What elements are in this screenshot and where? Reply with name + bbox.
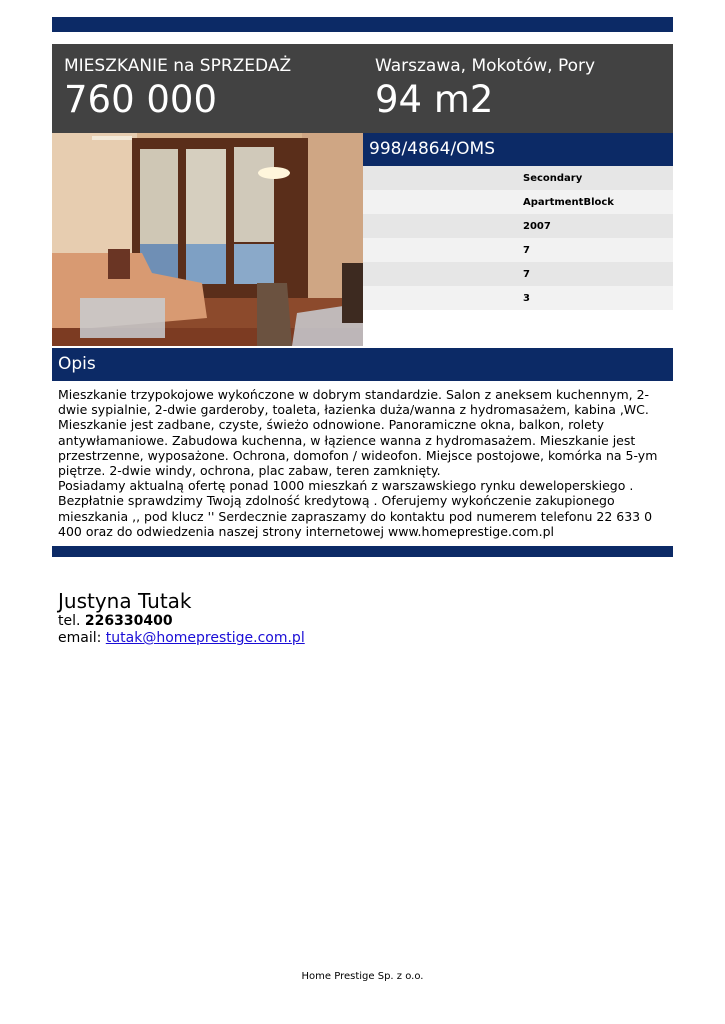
listing-price: 760 000 [64, 78, 218, 121]
email-label: email: [58, 630, 102, 646]
bottom-accent-bar [52, 546, 673, 557]
property-photo [52, 133, 363, 346]
agent-email-line [58, 630, 305, 647]
header-right [375, 56, 595, 122]
attribute-value: 7 [523, 245, 530, 256]
header-left [64, 56, 291, 122]
listing-location: Warszawa, Mokotów, Pory [375, 56, 596, 76]
description [58, 387, 670, 539]
attribute-row [363, 166, 673, 190]
description-paragraph: Mieszkanie trzypokojowe wykończone w dobrym standardzie. Salon z aneksem kuchennym, 2-dwie sypialnie, 2-dwie garderoby, toaleta, łazienka duża/wanna z hydromasażem, kabina ,WC. Mieszkanie jest zadbane, czyste, świeżo odnowione. Panoramiczne okna, balkon, rolety antywłamaniowe. Zabudowa kuchenna, w łązience wanna z hydromasażem. Mieszkanie jest przestrzenne, wyposażone. Ochrona, domofon / wideofon. Miejsce postojowe, komórka na 5-ym piętrze. 2-dwie windy, ochrona, plac zabaw, teren zamknięty. [58, 387, 658, 479]
listing-type: MIESZKANIE na SPRZEDAŻ [64, 56, 292, 76]
attribute-value: ApartmentBlock [523, 197, 614, 208]
attributes-table [363, 166, 673, 310]
attribute-row [363, 190, 673, 214]
attribute-row [363, 214, 673, 238]
top-accent-bar [52, 17, 673, 32]
attribute-value: 7 [523, 269, 530, 280]
listing-header [52, 44, 673, 133]
attribute-value: Secondary [523, 173, 583, 184]
agent-contact [58, 589, 305, 647]
description-paragraph: Posiadamy aktualną ofertę ponad 1000 mieszkań z warszawskiego rynku deweloperskiego . Bezpłatnie sprawdzimy Twoją zdolność kredytową . Oferujemy wykończenie zakupionego mieszkania ,, pod klucz '' Serdecznie zapraszamy do kontaktu pod numerem telefonu 22 633 0 400 oraz do odwiedzenia naszej strony internetowej www.homeprestige.com.pl [58, 478, 653, 539]
agent-phone: 226330400 [84, 613, 173, 629]
attribute-value: 2007 [523, 221, 551, 232]
agent-name: Justyna Tutak [58, 589, 192, 613]
listing-area: 94 m2 [375, 78, 494, 121]
agent-email-link[interactable]: tutak@homeprestige.com.pl [105, 630, 305, 646]
attribute-value: 3 [523, 293, 530, 304]
section-title-opis: Opis [52, 348, 673, 381]
attribute-row [363, 238, 673, 262]
agent-phone-line [58, 613, 305, 630]
attribute-row [363, 262, 673, 286]
phone-label: tel. [58, 613, 81, 629]
attribute-row [363, 286, 673, 310]
offer-reference: 998/4864/OMS [363, 133, 673, 166]
footer-company: Home Prestige Sp. z o.o. [301, 971, 424, 982]
